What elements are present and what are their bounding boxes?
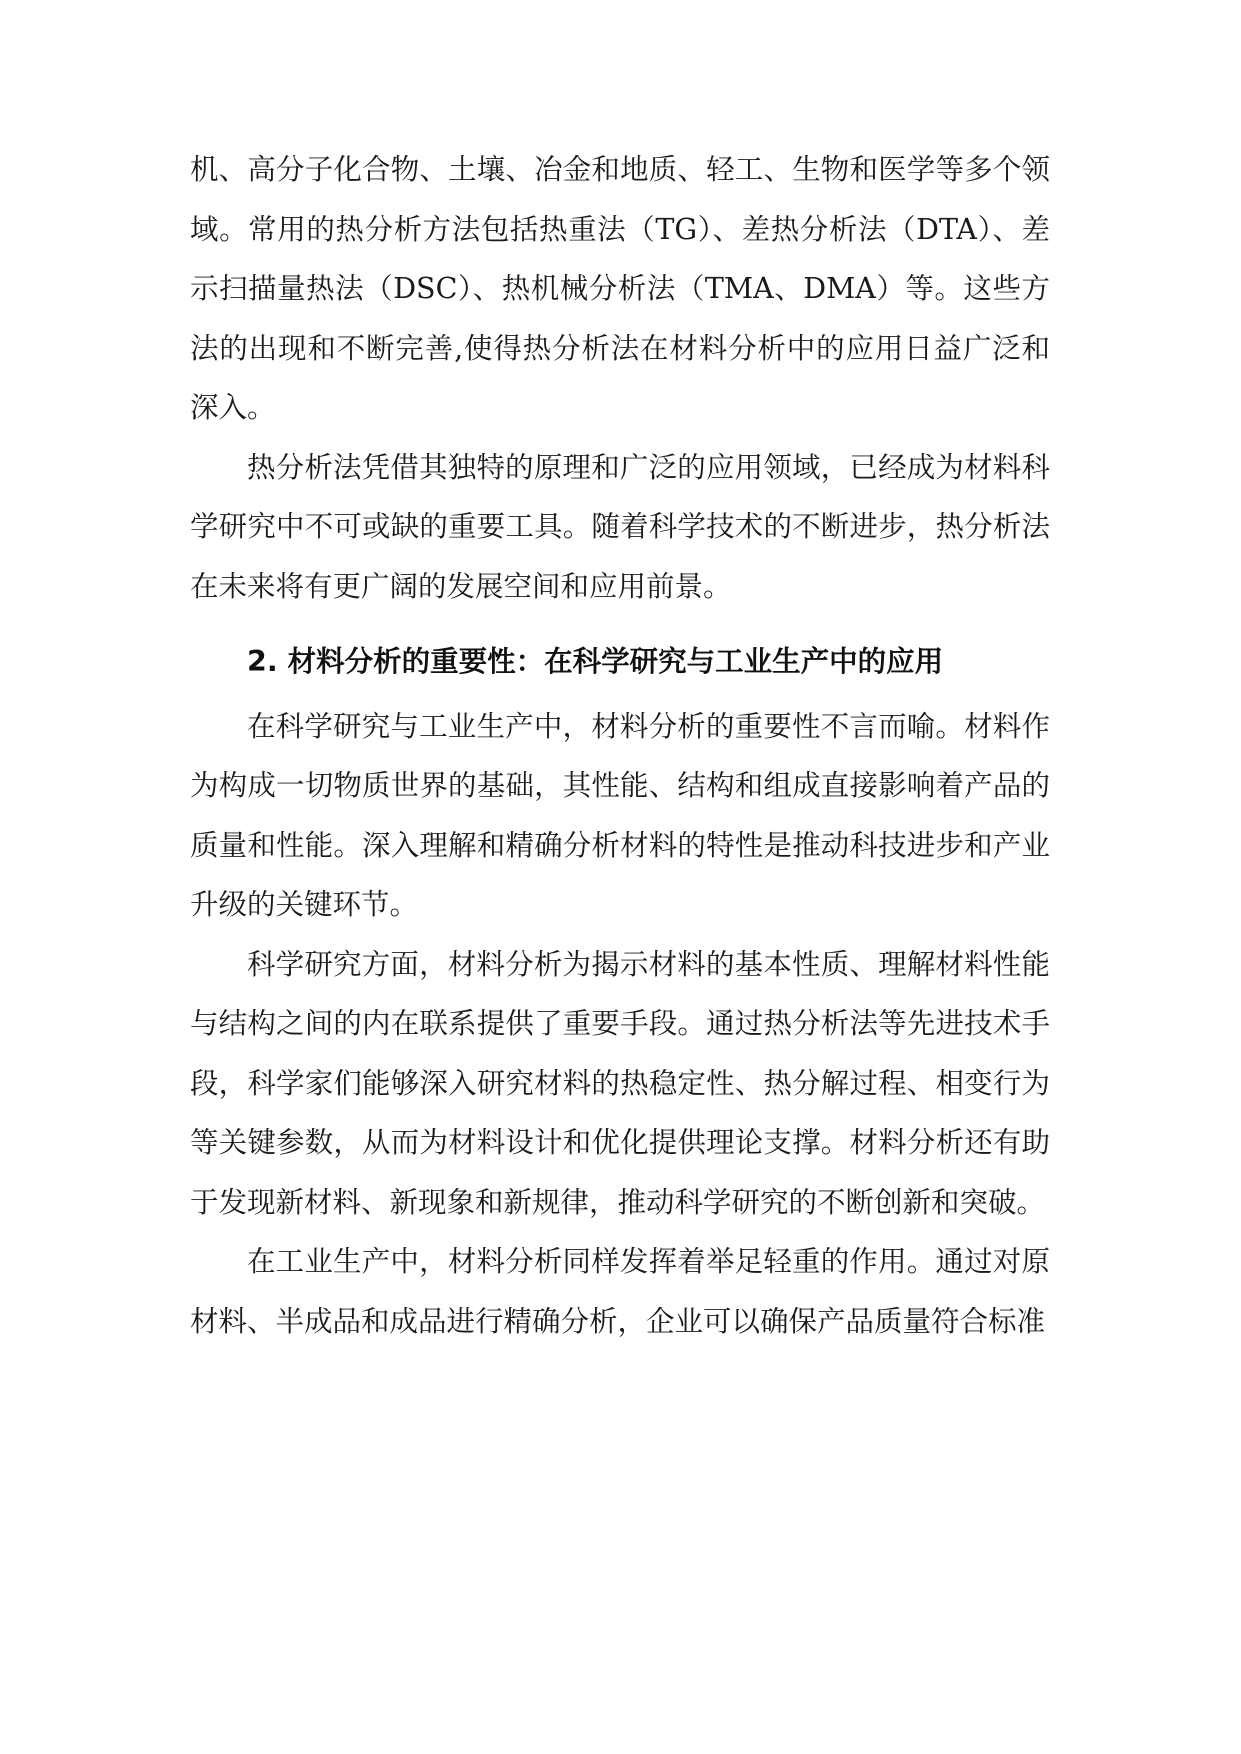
paragraph-industrial-production: 在工业生产中，材料分析同样发挥着举足轻重的作用。通过对原材料、半成品和成品进行精确分析，企业可以确保产品质量符合标准 — [190, 1245, 1050, 1338]
paragraph-scientific-research: 科学研究方面，材料分析为揭示材料的基本性质、理解材料性能与结构之间的内在联系提供了重要手段。通过热分析法等先进技术手段，科学家们能够深入研究材料的热稳定性、热分解过程、相变行为等关键参数，从而为材料设计和优化提供理论支撑。材料分析还有助于发现新材料、新现象和新规律，推动科学研究的不断创新和突破。 — [190, 947, 1050, 1219]
paragraph-continued: 机、高分子化合物、土壤、冶金和地质、轻工、生物和医学等多个领域。常用的热分析方法包括热重法（TG）、差热分析法（DTA）、差示扫描量热法（DSC）、热机械分析法（TMA、DMA）等。这些方法的出现和不断完善,使得热分析法在材料分析中的应用日益广泛和深入。 — [190, 153, 1050, 424]
paragraph-importance-intro: 在科学研究与工业生产中，材料分析的重要性不言而喻。材料作为构成一切物质世界的基础，其性能、结构和组成直接影响着产品的质量和性能。深入理解和精确分析材料的特性是推动科技进步和产业升级的关键环节。 — [190, 709, 1050, 921]
paragraph-thermal-analysis-summary: 热分析法凭借其独特的原理和广泛的应用领域，已经成为材料科学研究中不可或缺的重要工具。随着科学技术的不断进步，热分析法在未来将有更广阔的发展空间和应用前景。 — [190, 450, 1050, 603]
document-body — [190, 140, 1050, 1351]
section-heading: 2. 材料分析的重要性：在科学研究与工业生产中的应用 — [247, 645, 944, 678]
